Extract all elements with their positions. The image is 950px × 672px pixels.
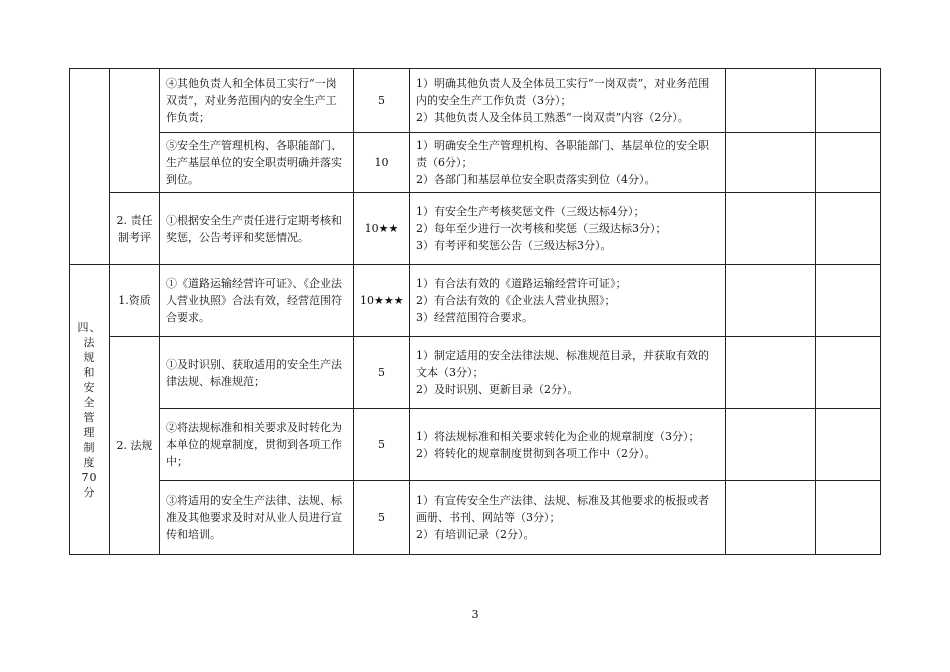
blank-cell <box>726 409 816 481</box>
blank-cell <box>816 409 881 481</box>
detail-line: 1）制定适用的安全法律法规、标准规范目录，并获取有效的文本（3分）； <box>416 349 709 379</box>
detail-line: 1）将法规标准和相关要求转化为企业的规章制度（3分）； <box>416 429 700 443</box>
table-row <box>70 133 881 193</box>
detail-line: 2）其他负责人及全体员工熟悉“一岗双责”内容（2分）。 <box>416 111 689 124</box>
blank-cell <box>816 193 881 265</box>
table-row <box>70 193 881 265</box>
blank-cell <box>816 69 881 133</box>
detail-cell <box>410 409 726 481</box>
category-line: 全 管 <box>83 395 96 424</box>
blank-cell <box>726 337 816 409</box>
detail-line: 1）有安全生产考核奖惩文件（三级达标4分）； <box>416 205 645 218</box>
score-cell: 5 <box>354 69 410 133</box>
detail-cell <box>410 265 726 337</box>
subcategory-cell-prev <box>110 69 160 193</box>
subcategory-cell: 2. 责任制考评 <box>110 193 160 265</box>
table-row <box>70 409 881 481</box>
detail-line: 1）明确安全生产管理机构、各职能部门、基层单位的安全职责（6分）； <box>416 139 709 169</box>
table-row <box>70 265 881 337</box>
score-cell: 10★★★ <box>354 265 410 337</box>
blank-cell <box>726 133 816 193</box>
item-cell: ⑤安全生产管理机构、各职能部门、生产基层单位的安全职责明确并落实到位。 <box>160 133 354 193</box>
score-cell: 5 <box>354 409 410 481</box>
blank-cell <box>726 69 816 133</box>
score-cell: 5 <box>354 337 410 409</box>
blank-cell <box>726 481 816 555</box>
item-cell: ②将法规标准和相关要求及时转化为本单位的规章制度，贯彻到各项工作中； <box>160 409 354 481</box>
detail-line: 1）明确其他负责人及全体员工实行“一岗双责”，对业务范围内的安全生产工作负责（3分）； <box>416 77 710 107</box>
category-line: 理 制 <box>83 425 96 454</box>
detail-line: 1）有宣传安全生产法律、法规、标准及其他要求的板报或者画册、书刊、网站等（3分）； <box>416 494 709 524</box>
category-line: 法 规 <box>83 335 96 364</box>
detail-line: 2）及时识别、更新目录（2分）。 <box>416 383 579 396</box>
detail-cell <box>410 481 726 555</box>
blank-cell <box>816 265 881 337</box>
blank-cell <box>816 133 881 193</box>
detail-line: 1）有合法有效的《道路运输经营许可证》； <box>416 277 627 290</box>
table-row <box>70 481 881 555</box>
detail-cell <box>410 133 726 193</box>
subcategory-cell: 2. 法规 <box>110 337 160 555</box>
detail-cell <box>410 193 726 265</box>
score-cell: 10 <box>354 133 410 193</box>
category-line: 四、 <box>77 320 102 334</box>
score-cell: 5 <box>354 481 410 555</box>
item-cell: ③将适用的安全生产法律、法规、标准及其他要求及时对从业人员进行宣传和培训。 <box>160 481 354 555</box>
item-cell: ④其他负责人和全体员工实行“一岗双责”，对业务范围内的安全生产工作负责； <box>160 69 354 133</box>
score-cell: 10★★ <box>354 193 410 265</box>
blank-cell <box>816 481 881 555</box>
detail-line: 2）有合法有效的《企业法人营业执照》； <box>416 294 616 307</box>
evaluation-table <box>69 68 881 555</box>
detail-line: 2）有培训记录（2分）。 <box>416 528 535 541</box>
detail-line: 3）有考评和奖惩公告（三级达标3分）。 <box>416 239 612 252</box>
detail-cell <box>410 69 726 133</box>
detail-line: 2）将转化的规章制度贯彻到各项工作中（2分）。 <box>416 446 656 460</box>
blank-cell <box>816 337 881 409</box>
item-cell: ①及时识别、获取适用的安全生产法律法规、标准规范； <box>160 337 354 409</box>
subcategory-cell: 1.资质 <box>110 265 160 337</box>
detail-line: 2）各部门和基层单位安全职责落实到位（4分）。 <box>416 173 656 186</box>
category-line: 70 分 <box>81 470 98 499</box>
table-row <box>70 69 881 133</box>
detail-cell <box>410 337 726 409</box>
page-number: 3 <box>471 608 479 621</box>
item-cell: ①根据安全生产责任进行定期考核和奖惩，公告考评和奖惩情况。 <box>160 193 354 265</box>
detail-line: 3）经营范围符合要求。 <box>416 311 533 324</box>
category-cell <box>70 265 110 555</box>
item-cell: ①《道路运输经营许可证》、《企业法人营业执照》合法有效，经营范围符合要求。 <box>160 265 354 337</box>
category-line: 和 安 <box>83 365 96 394</box>
table-row <box>70 337 881 409</box>
category-line: 度 <box>83 455 96 469</box>
blank-cell <box>726 193 816 265</box>
detail-line: 2）每年至少进行一次考核和奖惩（三级达标3分）； <box>416 222 667 235</box>
blank-cell <box>726 265 816 337</box>
category-cell-prev <box>70 69 110 265</box>
